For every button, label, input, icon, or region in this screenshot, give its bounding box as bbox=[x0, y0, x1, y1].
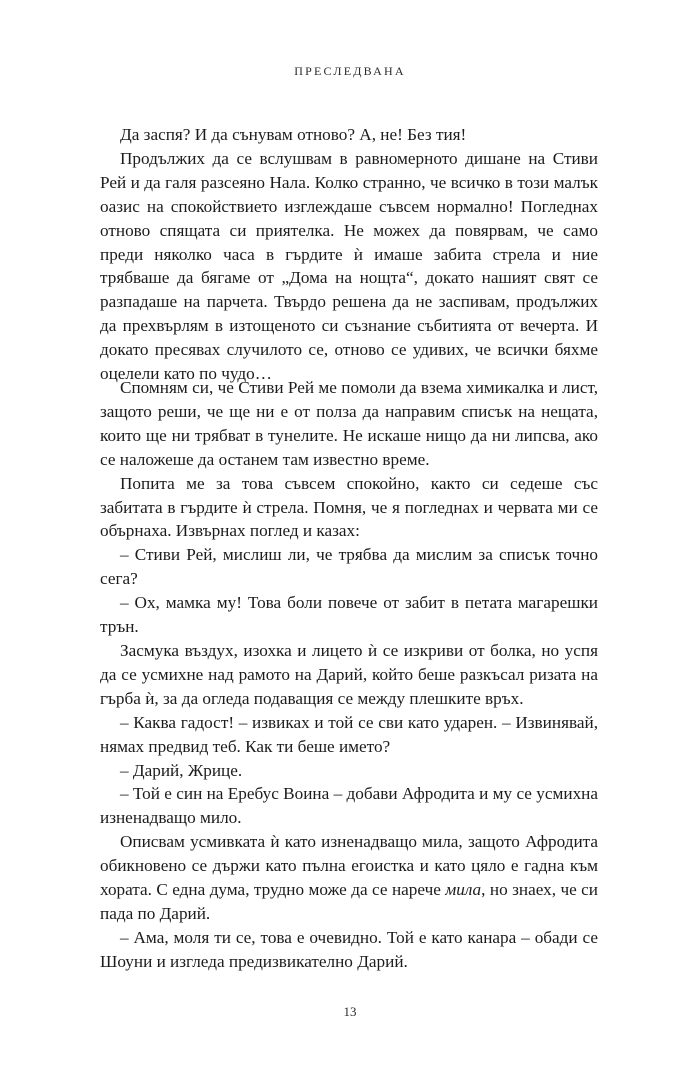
paragraph-text: Описвам усмивката ѝ като изненадващо мила, защото Афродита обикновено се държи като пълна егоистка и като цяло е гадна към хората. С една дума, трудно може да се нарече bbox=[100, 832, 598, 900]
dialogue-line: – Ох, мамка му! Това боли повече от забит в петата магарешки трън. bbox=[100, 593, 598, 637]
dialogue-line: – Той е син на Еребус Воина – добави Афродита и му се усмихна изненадващо мило. bbox=[100, 784, 598, 828]
dialogue-line: – Стиви Рей, мислиш ли, че трябва да мислим за списък точно сега? bbox=[100, 545, 598, 589]
text-section-2 bbox=[100, 376, 598, 974]
paragraph bbox=[100, 830, 598, 926]
paragraph: Засмука въздух, изохка и лицето ѝ се изкриви от болка, но успя да се усмихне над рамото на Дарий, който беше разкъсал ризата на гърба ѝ, за да огледа подаващия се между плешките връх. bbox=[100, 640, 598, 708]
paragraph: Продължих да се вслушвам в равномерното дишане на Стиви Рей и да галя разсеяно Нала. Колко странно, че всичко в този малък оазис на спокойствието изглеждаше съвсем нормално! Погледнах отново спящата си приятелка. Не можех да повярвам, че само преди няколко часа в гърдите ѝ имаше забита стрела и ние трябваше да бягаме от „Дома на нощта“, докато нашият свят се разпадаше на парчета. Твърдо решена да не заспивам, продължих да прехвърлям в изтощеното си съзнание събитията от вечерта. И докато пресявах случилото се, отново се удивих, че всички бяхме оцелели като по чудо… bbox=[100, 148, 598, 384]
dialogue-line: – Дарий, Жрице. bbox=[120, 760, 243, 780]
text-section-1 bbox=[100, 123, 598, 386]
running-header: ПРЕСЛЕДВАНА bbox=[294, 64, 406, 78]
paragraph: Спомням си, че Стиви Рей ме помоли да взема химикалка и лист, защото реши, че ще ни е от полза да направим списък на нещата, които ще ни трябват в тунелите. Не искаше нищо да ни липсва, ако се наложеше да останем там известно време. bbox=[100, 378, 598, 469]
page-number: 13 bbox=[343, 1004, 357, 1019]
dialogue-line: – Ама, моля ти се, това е очевидно. Той е като канара – обади се Шоуни и изгледа предизвикателно Дарий. bbox=[100, 927, 598, 971]
paragraph: Да заспя? И да сънувам отново? А, не! Без тия! bbox=[120, 125, 467, 144]
dialogue-line: – Каква гадост! – извиках и той се сви като ударен. – Извинявай, нямах предвид теб. Как ти беше името? bbox=[100, 712, 598, 756]
paragraph-tail: , но знаех, че си пада по Дарий. bbox=[100, 880, 598, 923]
italic-word: мила bbox=[445, 880, 482, 900]
paragraph: Попита ме за това съвсем спокойно, както си седеше със забитата в гърдите ѝ стрела. Помня, че я погледнах и червата ми се обърнаха. Извърнах поглед и казах: bbox=[100, 473, 598, 541]
